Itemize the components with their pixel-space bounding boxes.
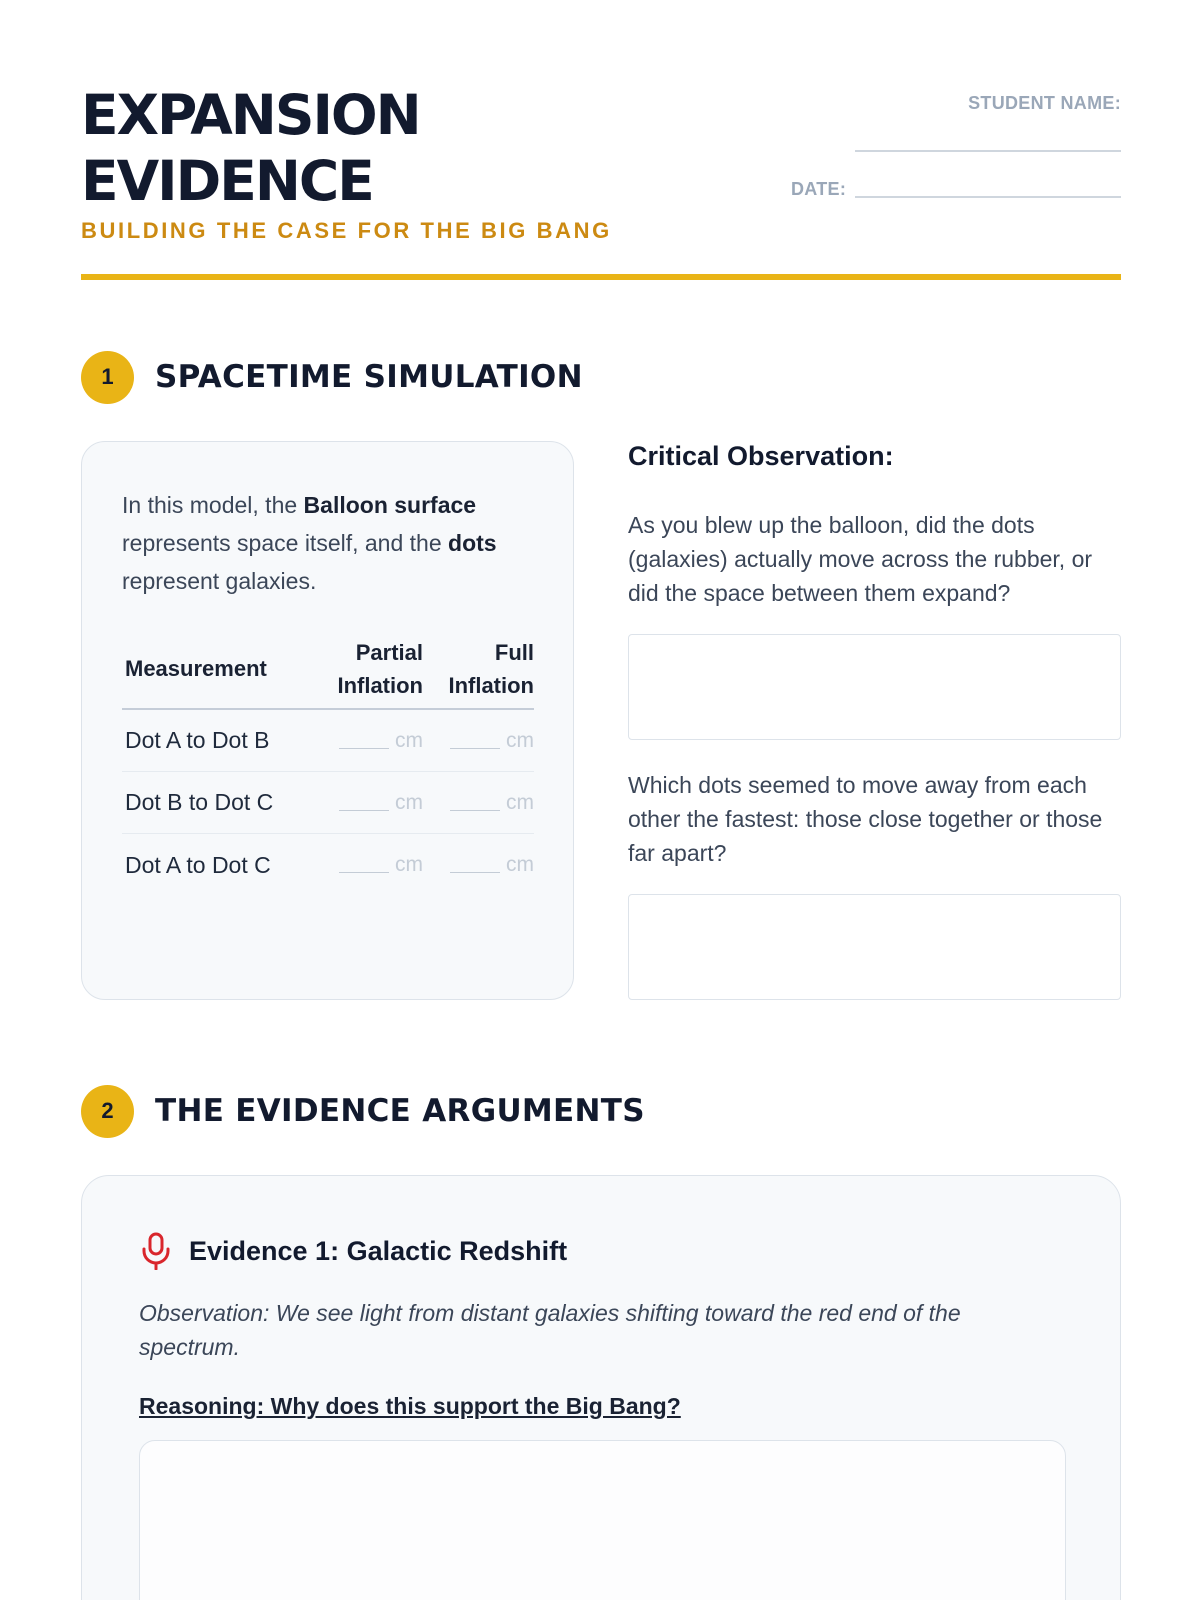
date-field[interactable] — [855, 196, 1121, 198]
simulation-card — [81, 441, 574, 1000]
simulation-intro — [122, 486, 542, 600]
question-2: Which dots seemed to move away from each other the fastest: those close together or those far apart? — [628, 772, 1103, 866]
header-divider — [81, 274, 1121, 280]
reasoning-prompt: Reasoning: Why does this support the Big Bang? — [139, 1393, 681, 1419]
unit-label: cm — [506, 853, 534, 876]
blank-line — [339, 872, 389, 873]
date-label: DATE: — [791, 179, 847, 199]
evidence-title: Evidence 1: Galactic Redshift — [189, 1235, 568, 1266]
blank-line — [450, 872, 500, 873]
blank-line — [339, 810, 389, 811]
measurement-table — [122, 630, 534, 896]
critical-observation-heading: Critical Observation: — [628, 441, 894, 471]
student-name-field[interactable] — [855, 150, 1121, 152]
table-row — [122, 834, 534, 896]
column-header-line: Full — [494, 640, 534, 665]
blank-line — [339, 748, 389, 749]
row-label: Dot A to Dot B — [125, 727, 270, 753]
unit-label: cm — [395, 728, 423, 752]
section-title: THE EVIDENCE ARGUMENTS — [155, 1093, 645, 1129]
intro-text: In this model, the — [122, 492, 304, 518]
unit-label: cm — [506, 790, 534, 814]
critical-observation-panel — [628, 441, 1121, 866]
row-label: Dot A to Dot C — [125, 851, 271, 878]
section-title: SPACETIME SIMULATION — [155, 359, 583, 395]
section-number-badge: 1 — [81, 351, 134, 404]
evidence-heading — [140, 1232, 567, 1270]
intro-text: represents space itself, and the — [122, 530, 449, 556]
full-inflation-cell[interactable] — [423, 791, 534, 815]
row-label: Dot B to Dot C — [125, 789, 274, 815]
worksheet-header — [81, 82, 1121, 282]
partial-inflation-cell[interactable] — [312, 853, 423, 877]
section-number-badge: 2 — [81, 1085, 134, 1138]
answer-box-2[interactable] — [628, 894, 1121, 1000]
full-inflation-cell[interactable] — [423, 853, 534, 877]
microphone-icon — [140, 1232, 172, 1270]
table-row — [122, 710, 534, 772]
blank-line — [450, 748, 500, 749]
question-1: As you blew up the balloon, did the dots (galaxies) actually move across the rubber, or did the space between them expand? — [628, 512, 1093, 606]
reasoning-answer-box[interactable] — [139, 1440, 1066, 1600]
evidence-card — [81, 1175, 1121, 1600]
unit-label: cm — [506, 728, 534, 752]
page-subtitle: BUILDING THE CASE FOR THE BIG BANG — [81, 218, 612, 243]
intro-text: represent galaxies. — [122, 568, 317, 594]
intro-bold-balloon: Balloon surface — [303, 492, 477, 518]
column-header-measurement: Measurement — [125, 656, 267, 681]
column-header-partial — [312, 636, 423, 702]
section-2-heading — [81, 1084, 645, 1138]
partial-inflation-cell[interactable] — [312, 791, 423, 815]
unit-label: cm — [395, 790, 423, 814]
full-inflation-cell[interactable] — [423, 729, 534, 753]
blank-line — [450, 810, 500, 811]
table-row — [122, 772, 534, 834]
title-line-2: EVIDENCE — [81, 149, 373, 213]
page-title — [81, 82, 1121, 214]
student-name-label: STUDENT NAME: — [968, 93, 1121, 113]
column-header-full — [423, 636, 534, 702]
column-header-line: Inflation — [448, 673, 534, 698]
answer-box-1[interactable] — [628, 634, 1121, 740]
intro-bold-dots: dots — [448, 530, 497, 556]
unit-label: cm — [395, 853, 423, 876]
column-header-line: Partial — [355, 640, 423, 665]
title-line-1: EXPANSION — [81, 83, 420, 147]
column-header-line: Inflation — [337, 673, 423, 698]
evidence-observation: Observation: We see light from distant galaxies shifting toward the red end of the spectrum. — [139, 1300, 961, 1360]
partial-inflation-cell[interactable] — [312, 729, 423, 753]
section-1-heading — [81, 350, 583, 404]
table-header — [122, 630, 534, 710]
